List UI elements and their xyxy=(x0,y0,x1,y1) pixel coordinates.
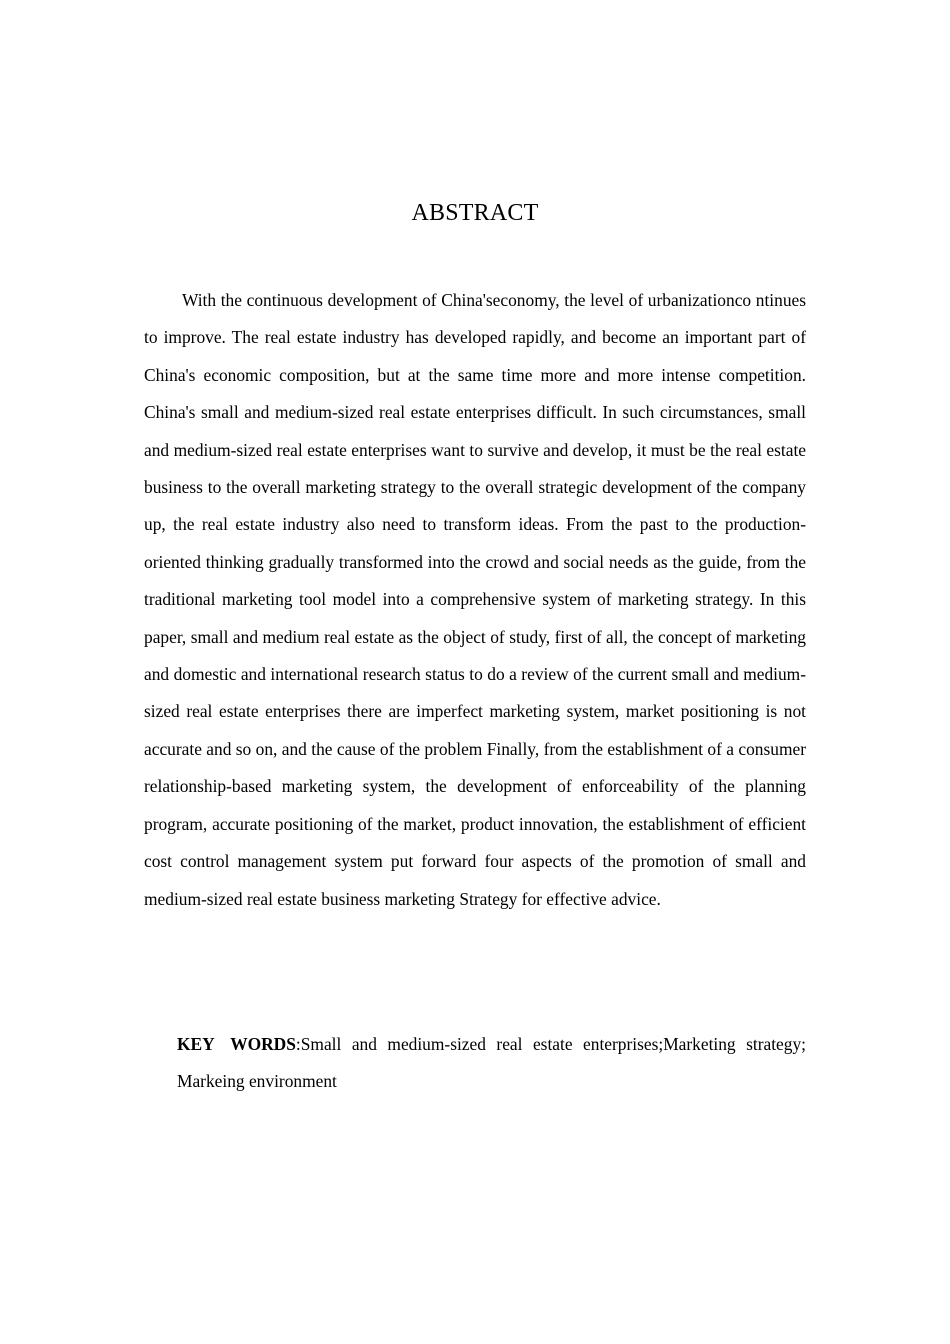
keywords-paragraph xyxy=(177,1026,806,1101)
keywords-label: KEY WORDS xyxy=(177,1034,296,1054)
abstract-title: ABSTRACT xyxy=(411,200,539,226)
abstract-paragraph: With the continuous development of China'seconomy, the level of urbanizationco ntinues to improve. The real estate industry has developed rapidly, and become an important part of China's economic composition, but at the same time more and more intense competition. China's small and medium-sized real estate enterprises difficult. In such circumstances, small and medium-sized real estate enterprises want to survive and develop, it must be the real estate business to the overall marketing strategy to the overall strategic development of the company up, the real estate industry also need to transform ideas. From the past to the production-oriented thinking gradually transformed into the crowd and social needs as the guide, from the traditional marketing tool model into a comprehensive system of marketing strategy. In this paper, small and medium real estate as the object of study, first of all, the concept of marketing and domestic and international research status to do a review of the current small and medium-sized real estate enterprises there are imperfect marketing system, market positioning is not accurate and so on, and the cause of the problem Finally, from the establishment of a consumer relationship-based marketing system, the development of enforceability of the planning program, accurate positioning of the market, product innovation, the establishment of efficient cost control management system put forward four aspects of the promotion of small and medium-sized real estate business marketing Strategy for effective advice. xyxy=(144,290,806,909)
keywords-text: :Small and medium-sized real estate enterprises;Marketing strategy; Markeing environment xyxy=(177,1034,806,1092)
